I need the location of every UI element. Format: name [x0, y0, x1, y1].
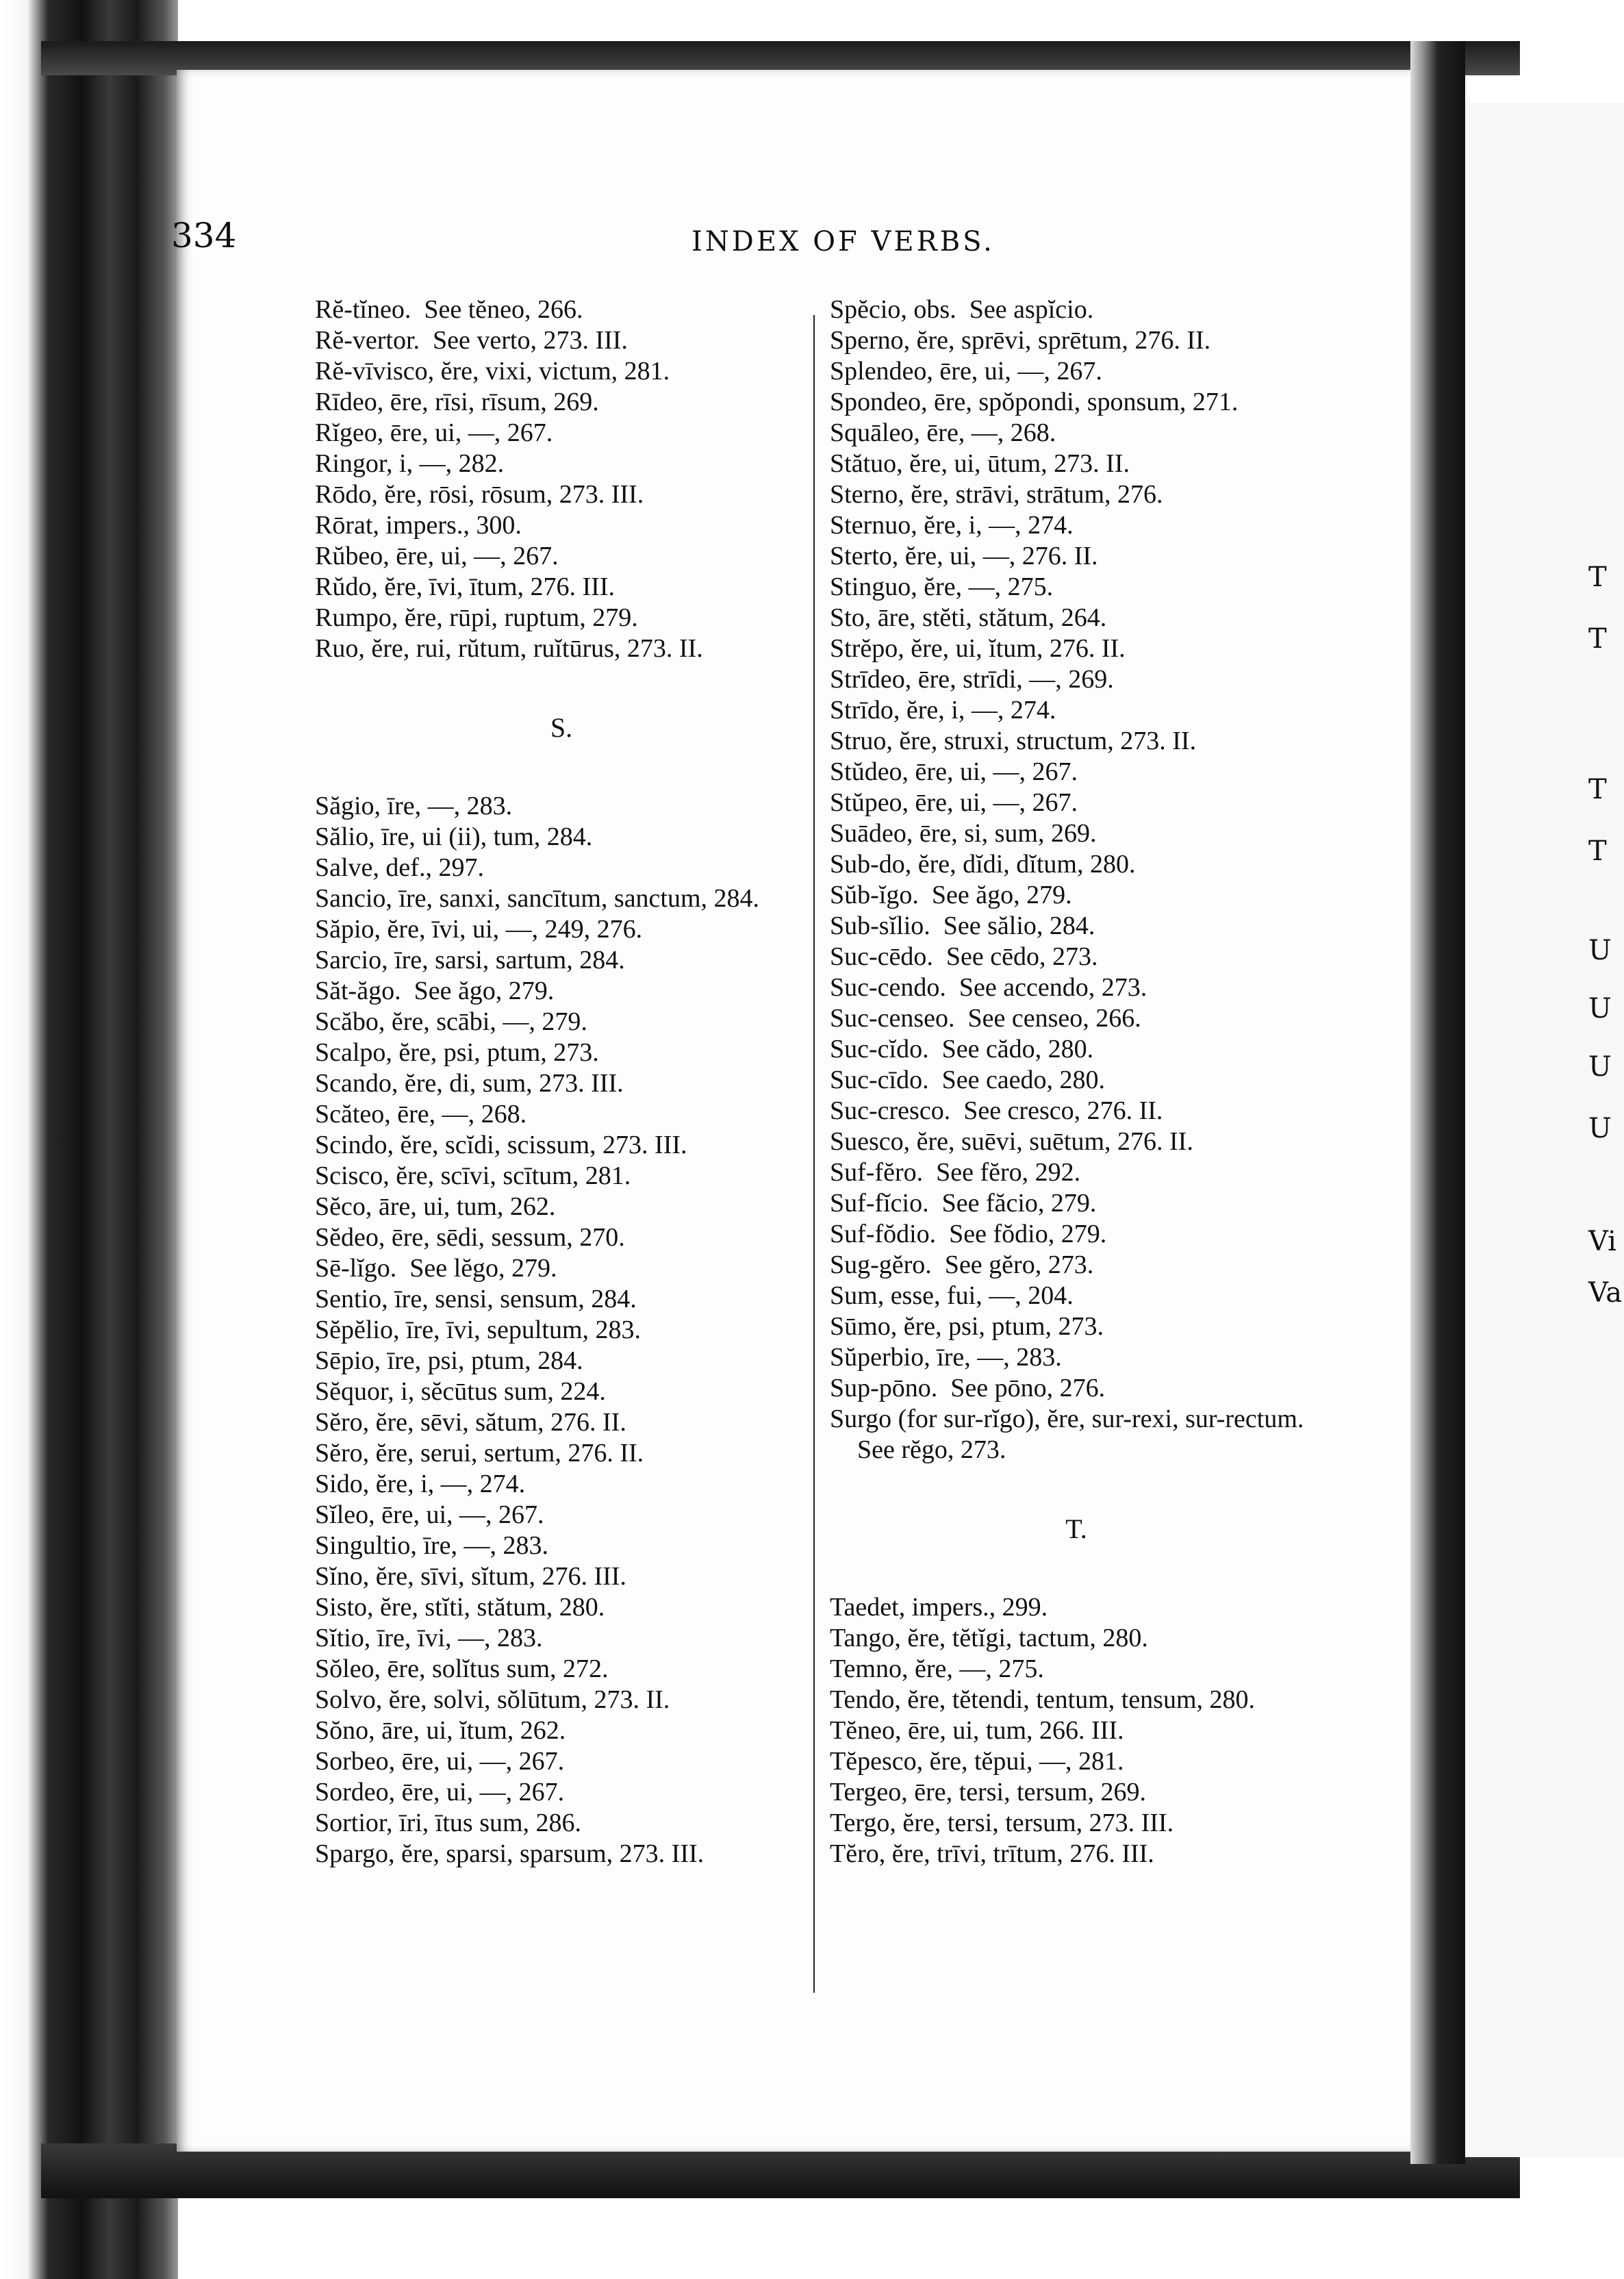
- index-entry: Strĕpo, ĕre, ui, ĭtum, 276. II.: [830, 634, 1126, 663]
- facing-page-fragment: Vi: [1588, 1226, 1616, 1257]
- index-entry: Stŭpeo, ēre, ui, —, 267.: [830, 788, 1078, 817]
- index-entry: Stinguo, ĕre, —, 275.: [830, 572, 1054, 601]
- facing-page-fragment: T: [1588, 835, 1607, 867]
- index-entry: Spĕcio, obs. See aspĭcio.: [830, 295, 1094, 324]
- index-entry: Sterto, ĕre, ui, —, 276. II.: [830, 542, 1098, 570]
- facing-page-fragment: T: [1588, 562, 1607, 593]
- index-entry: Tergo, ĕre, tersi, tersum, 273. III.: [830, 1809, 1174, 1837]
- index-entry: Rumpo, ĕre, rūpi, ruptum, 279.: [315, 603, 638, 632]
- index-entry: Strīdeo, ēre, strīdi, —, 269.: [830, 665, 1114, 694]
- index-entry: Rĕ-tĭneo. See tĕneo, 266.: [315, 295, 583, 324]
- index-entry: Tĕro, ĕre, trīvi, trītum, 276. III.: [830, 1839, 1154, 1868]
- index-entry: Suādeo, ēre, si, sum, 269.: [830, 819, 1097, 848]
- index-entry: Sĭno, ĕre, sīvi, sĭtum, 276. III.: [315, 1562, 626, 1591]
- gutter-shadow: [1410, 41, 1465, 2164]
- index-entry: Sĕdeo, ēre, sēdi, sessum, 270.: [315, 1223, 625, 1252]
- index-entry: Sŭb-ĭgo. See ăgo, 279.: [830, 881, 1072, 909]
- index-entry: Sterno, ĕre, strāvi, strātum, 276.: [830, 480, 1163, 509]
- index-entry: Singultio, īre, —, 283.: [315, 1531, 548, 1560]
- index-entry: Suc-censeo. See censeo, 266.: [830, 1004, 1141, 1033]
- index-entry: Rŭbeo, ēre, ui, —, 267.: [315, 542, 559, 570]
- index-entry: Ringor, i, —, 282.: [315, 449, 505, 478]
- index-entry: Sŏleo, ēre, solĭtus sum, 272.: [315, 1654, 609, 1683]
- index-entry: Sub-sĭlio. See sălio, 284.: [830, 911, 1095, 940]
- index-entry: Sarcio, īre, sarsi, sartum, 284.: [315, 946, 625, 974]
- index-entry: Scindo, ĕre, scĭdi, scissum, 273. III.: [315, 1131, 687, 1159]
- index-entry: Sē-lĭgo. See lĕgo, 279.: [315, 1254, 557, 1283]
- index-entry: Sŏno, āre, ui, ĭtum, 262.: [315, 1716, 566, 1745]
- facing-page-fragment: T: [1588, 623, 1607, 655]
- index-entry: Rĕ-vīvisco, ĕre, vixi, victum, 281.: [315, 357, 670, 386]
- index-entry: Sternuo, ĕre, i, —, 274.: [830, 511, 1074, 540]
- index-entry: Sub-do, ĕre, dĭdi, dĭtum, 280.: [830, 850, 1136, 879]
- index-entry: Tergeo, ēre, tersi, tersum, 269.: [830, 1778, 1146, 1806]
- index-entry: Sup-pōno. See pōno, 276.: [830, 1374, 1106, 1402]
- facing-page-fragment: U: [1588, 935, 1612, 966]
- index-entry: Scisco, ĕre, scīvi, scītum, 281.: [315, 1161, 631, 1190]
- index-entry: Tĕneo, ēre, ui, tum, 266. III.: [830, 1716, 1124, 1745]
- right-column: [830, 294, 1323, 1869]
- index-entry: Scăteo, ēre, —, 268.: [315, 1100, 527, 1129]
- index-entry: Suf-fĭcio. See făcio, 279.: [830, 1189, 1097, 1218]
- index-entry: Suc-cendo. See accendo, 273.: [830, 973, 1147, 1002]
- index-entry: Rŭdo, ĕre, īvi, ītum, 276. III.: [315, 572, 615, 601]
- bottom-edge-shadow: [41, 2143, 1520, 2198]
- column-divider: [813, 315, 815, 1993]
- index-entry: Spondeo, ēre, spŏpondi, sponsum, 271.: [830, 388, 1239, 416]
- index-entry: Tendo, ĕre, tĕtendi, tentum, tensum, 280.: [830, 1685, 1256, 1714]
- index-entry: Rōrat, impers., 300.: [315, 511, 522, 540]
- index-entry: Suc-cĭdo. See cădo, 280.: [830, 1035, 1094, 1063]
- index-entry: Sēpio, īre, psi, ptum, 284.: [315, 1346, 583, 1375]
- index-entry: Sĕpĕlio, īre, īvi, sepultum, 283.: [315, 1315, 642, 1344]
- index-entry: Suesco, ĕre, suēvi, suētum, 276. II.: [830, 1127, 1193, 1156]
- index-entry: Sŭperbio, īre, —, 283.: [830, 1343, 1062, 1372]
- index-entry: Scăbo, ĕre, scābi, —, 279.: [315, 1007, 587, 1036]
- facing-page-fragment: T: [1588, 774, 1607, 805]
- index-entry: Salve, def., 297.: [315, 853, 484, 882]
- index-entry: Struo, ĕre, struxi, structum, 273. II.: [830, 727, 1197, 755]
- index-entry: Sordeo, ēre, ui, —, 267.: [315, 1778, 565, 1806]
- index-entry: Sancio, īre, sanxi, sancītum, sanctum, 284.: [315, 884, 760, 913]
- index-entry: Sūmo, ĕre, psi, ptum, 273.: [830, 1312, 1104, 1341]
- index-entry: Suc-cīdo. See caedo, 280.: [830, 1066, 1106, 1094]
- index-entry: Suf-fĕro. See fĕro, 292.: [830, 1158, 1081, 1187]
- index-entry: Săt-ăgo. See ăgo, 279.: [315, 977, 555, 1005]
- facing-page-fragment: U: [1588, 993, 1612, 1024]
- index-entry: Sug-gĕro. See gĕro, 273.: [830, 1250, 1094, 1279]
- book-spine-shadow: [0, 0, 178, 2279]
- section-heading: S.: [550, 712, 573, 743]
- index-entry: Tĕpesco, ĕre, tĕpui, —, 281.: [830, 1747, 1124, 1776]
- index-entry: Surgo (for sur-rĭgo), ĕre, sur-rexi, sur-rectum. See rĕgo, 273.: [830, 1405, 1317, 1464]
- index-entry: Stătuo, ĕre, ui, ūtum, 273. II.: [830, 449, 1130, 478]
- facing-page-fragment: U: [1588, 1113, 1612, 1144]
- index-entry: Sto, āre, stĕti, stătum, 264.: [830, 603, 1107, 632]
- index-entry: Sĕco, āre, ui, tum, 262.: [315, 1192, 556, 1221]
- index-entry: Stŭdeo, ēre, ui, —, 267.: [830, 757, 1078, 786]
- index-entry: Suc-cēdo. See cēdo, 273.: [830, 942, 1098, 971]
- index-entry: Squāleo, ēre, —, 268.: [830, 418, 1056, 447]
- index-entry: Suc-cresco. See cresco, 276. II.: [830, 1096, 1163, 1125]
- index-entry: Tango, ĕre, tĕtĭgi, tactum, 280.: [830, 1624, 1148, 1652]
- index-entry: Rĕ-vertor. See verto, 273. III.: [315, 326, 628, 355]
- index-entry: Ruo, ĕre, rui, rŭtum, ruĭtūrus, 273. II.: [315, 634, 703, 663]
- index-entry: Splendeo, ēre, ui, —, 267.: [830, 357, 1102, 386]
- left-column: [315, 294, 808, 1869]
- page-number: 334: [171, 216, 237, 255]
- index-entry: Taedet, impers., 299.: [830, 1593, 1048, 1622]
- index-entry: Sĕro, ĕre, sēvi, sătum, 276. II.: [315, 1408, 626, 1437]
- index-entry: Suf-fŏdio. See fŏdio, 279.: [830, 1220, 1107, 1248]
- index-entry: Sălio, īre, ui (ii), tum, 284.: [315, 822, 593, 851]
- facing-page-fragment: Va: [1588, 1277, 1623, 1309]
- index-entry: Săgio, īre, —, 283.: [315, 792, 513, 820]
- index-entry: Scando, ĕre, di, sum, 273. III.: [315, 1069, 624, 1098]
- index-entry: Rīdeo, ēre, rīsi, rīsum, 269.: [315, 388, 599, 416]
- index-entry: Sĭleo, ēre, ui, —, 267.: [315, 1500, 544, 1529]
- index-entry: Rĭgeo, ēre, ui, —, 267.: [315, 418, 553, 447]
- index-entry: Sisto, ĕre, stĭti, stătum, 280.: [315, 1593, 605, 1622]
- facing-page-fragment: U: [1588, 1051, 1612, 1083]
- index-entry: Sentio, īre, sensi, sensum, 284.: [315, 1285, 637, 1313]
- index-entry: Rōdo, ĕre, rōsi, rōsum, 273. III.: [315, 480, 644, 509]
- index-entry: Sĕquor, i, sĕcūtus sum, 224.: [315, 1377, 606, 1406]
- running-head: INDEX OF VERBS.: [692, 226, 995, 257]
- index-entry: Strīdo, ĕre, i, —, 274.: [830, 696, 1056, 725]
- index-entry: Sperno, ĕre, sprēvi, sprētum, 276. II.: [830, 326, 1211, 355]
- index-entry: Sĕro, ĕre, serui, sertum, 276. II.: [315, 1439, 644, 1468]
- index-entry: Spargo, ĕre, sparsi, sparsum, 273. III.: [315, 1839, 705, 1868]
- index-entry: Scalpo, ĕre, psi, ptum, 273.: [315, 1038, 599, 1067]
- index-entry: Temno, ĕre, —, 275.: [830, 1654, 1044, 1683]
- index-entry: Sortior, īri, ītus sum, 286.: [315, 1809, 582, 1837]
- section-heading: T.: [1065, 1513, 1087, 1544]
- index-entry: Sum, esse, fui, —, 204.: [830, 1281, 1074, 1310]
- index-entry: Sorbeo, ēre, ui, —, 267.: [315, 1747, 565, 1776]
- index-entry: Sido, ĕre, i, —, 274.: [315, 1470, 526, 1498]
- index-entry: Sĭtio, īre, īvi, —, 283.: [315, 1624, 543, 1652]
- index-entry: Săpio, ĕre, īvi, ui, —, 249, 276.: [315, 915, 643, 944]
- index-entry: Solvo, ĕre, solvi, sŏlūtum, 273. II.: [315, 1685, 670, 1714]
